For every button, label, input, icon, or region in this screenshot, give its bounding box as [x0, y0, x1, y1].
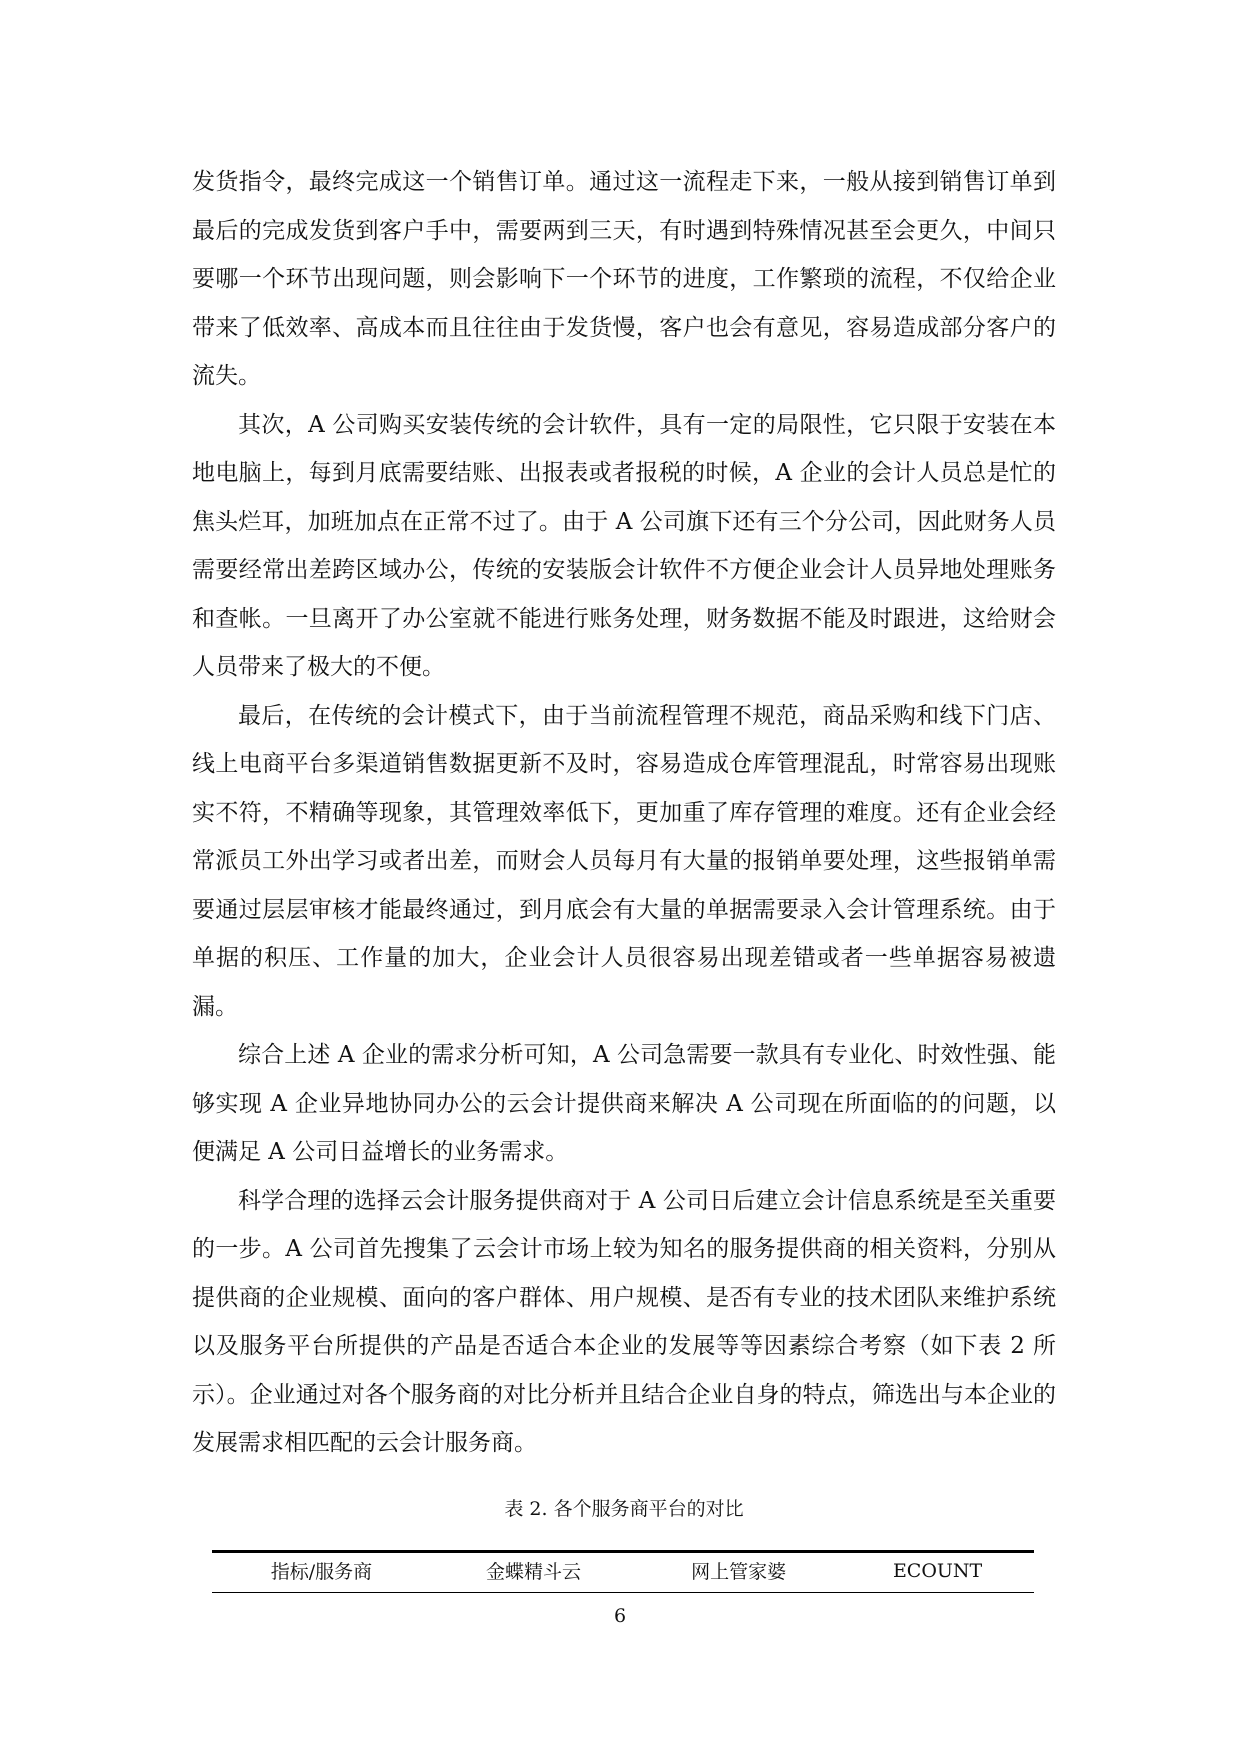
paragraph-2: 其次，A 公司购买安装传统的会计软件，具有一定的局限性，它只限于安装在本地电脑上，每到月底需要结账、出报表或者报税的时候，A 企业的会计人员总是忙的焦头烂耳，加班加点在正常不过了。由于 A 公司旗下还有三个分公司，因此财务人员需要经常出差跨区域办公，传统的安装版会计软件不方便企业会计人员异地处理账务和查帐。一旦离开了办公室就不能进行账务处理，财务数据不能及时跟进，这给财会人员带来了极大的不便。	[192, 411, 1056, 680]
paragraph-4: 综合上述 A 企业的需求分析可知，A 公司急需要一款具有专业化、时效性强、能够实现 A 企业异地协同办公的云会计提供商来解决 A 公司现在所面临的的问题，以便满足 A 公司日益增长的业务需求。	[192, 1042, 1056, 1165]
table-header-row	[212, 1552, 1034, 1593]
table-caption: 表 2. 各个服务商平台的对比	[504, 1498, 744, 1520]
header-ecount: ECOUNT	[841, 1552, 1034, 1593]
page-number: 6	[613, 1605, 627, 1627]
header-metric-provider: 指标/服务商	[212, 1552, 431, 1593]
header-wangshang-guanjiapo: 网上管家婆	[636, 1552, 841, 1593]
paragraph-3: 最后，在传统的会计模式下，由于当前流程管理不规范，商品采购和线下门店、线上电商平台多渠道销售数据更新不及时，容易造成仓库管理混乱，时常容易出现账实不符，不精确等现象，其管理效率低下，更加重了库存管理的难度。还有企业会经常派员工外出学习或者出差，而财会人员每月有大量的报销单要处理，这些报销单需要通过层层审核才能最终通过，到月底会有大量的单据需要录入会计管理系统。由于单据的积压、工作量的加大，企业会计人员很容易出现差错或者一些单据容易被遗漏。	[192, 702, 1056, 1020]
comparison-table	[212, 1550, 1034, 1593]
header-kingdee-jingdouyun: 金蝶精斗云	[431, 1552, 636, 1593]
body-text	[192, 158, 1056, 1468]
paragraph-5: 科学合理的选择云会计服务提供商对于 A 公司日后建立会计信息系统是至关重要的一步。A 公司首先搜集了云会计市场上较为知名的服务提供商的相关资料，分别从提供商的企业规模、面向的客户群体、用户规模、是否有专业的技术团队来维护系统以及服务平台所提供的产品是否适合本企业的发展等等因素综合考察（如下表 2 所示）。企业通过对各个服务商的对比分析并且结合企业自身的特点，筛选出与本企业的发展需求相匹配的云会计服务商。	[192, 1187, 1056, 1456]
paragraph-1: 发货指令，最终完成这一个销售订单。通过这一流程走下来，一般从接到销售订单到最后的完成发货到客户手中，需要两到三天，有时遇到特殊情况甚至会更久，中间只要哪一个环节出现问题，则会影响下一个环节的进度，工作繁琐的流程，不仅给企业带来了低效率、高成本而且往往由于发货慢，客户也会有意见，容易造成部分客户的流失。	[192, 169, 1056, 389]
comparison-table-wrapper	[212, 1550, 1034, 1593]
